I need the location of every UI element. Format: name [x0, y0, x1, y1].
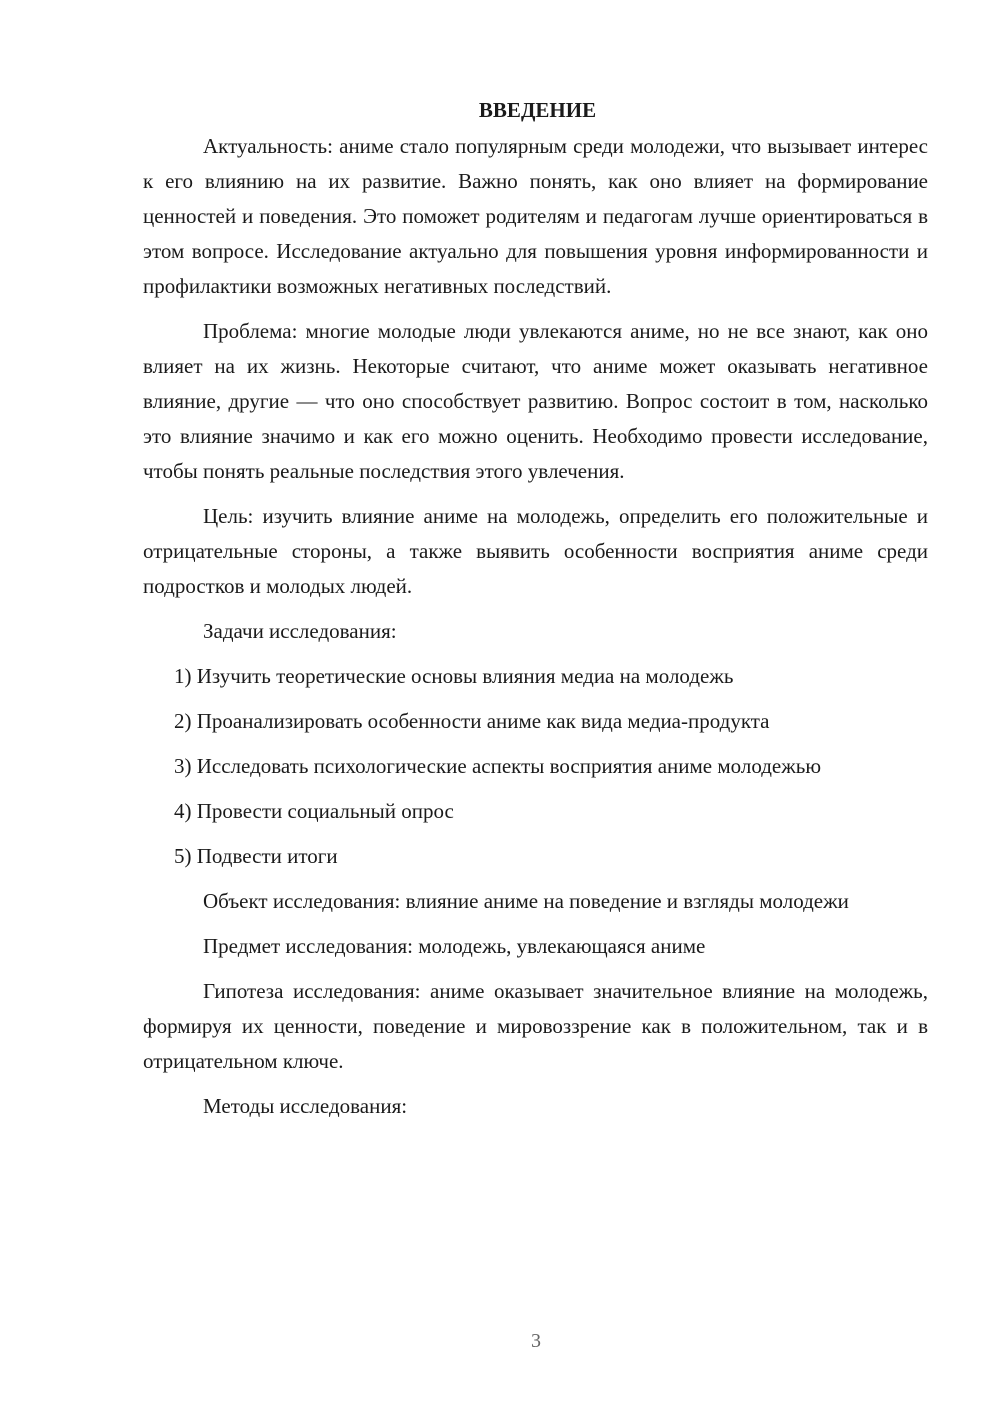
document-page: [143, 93, 928, 1134]
object-paragraph: Объект исследования: влияние аниме на поведение и взгляды молодежи: [203, 889, 849, 913]
goal-paragraph: Цель: изучить влияние аниме на молодежь, определить его положительные и отрицательные стороны, а также выявить особенности восприятия аниме среди подростков и молодых людей.: [143, 504, 928, 598]
task-item: 2) Проанализировать особенности аниме как вида медиа-продукта: [174, 709, 770, 733]
task-item: 5) Подвести итоги: [174, 844, 338, 868]
methods-heading: Методы исследования:: [203, 1094, 408, 1118]
hypothesis-paragraph: Гипотеза исследования: аниме оказывает значительное влияние на молодежь, формируя их ценности, поведение и мировоззрение как в положительном, так и в отрицательном ключе.: [143, 979, 928, 1073]
task-item: 3) Исследовать психологические аспекты восприятия аниме молодежью: [174, 754, 822, 778]
page-number: 3: [531, 1330, 541, 1352]
relevance-paragraph: Актуальность: аниме стало популярным среди молодежи, что вызывает интерес к его влиянию на их развитие. Важно понять, как оно влияет на формирование ценностей и поведения. Это поможет родителям и педагогам лучше ориентироваться в этом вопросе. Исследование актуально для повышения уровня информированности и профилактики возможных негативных последствий.: [143, 134, 928, 298]
page-title: ВВЕДЕНИЕ: [478, 98, 597, 122]
problem-paragraph: Проблема: многие молодые люди увлекаются аниме, но не все знают, как оно влияет на их жизнь. Некоторые считают, что аниме может оказывать негативное влияние, другие — что оно способствует развитию. Вопрос состоит в том, насколько это влияние значимо и как его можно оценить. Необходимо провести исследование, чтобы понять реальные последствия этого увлечения.: [143, 319, 928, 483]
task-item: 4) Провести социальный опрос: [174, 799, 454, 823]
task-item: 1) Изучить теоретические основы влияния медиа на молодежь: [174, 664, 734, 688]
subject-paragraph: Предмет исследования: молодежь, увлекающаяся аниме: [203, 934, 706, 958]
tasks-heading: Задачи исследования:: [203, 619, 397, 643]
